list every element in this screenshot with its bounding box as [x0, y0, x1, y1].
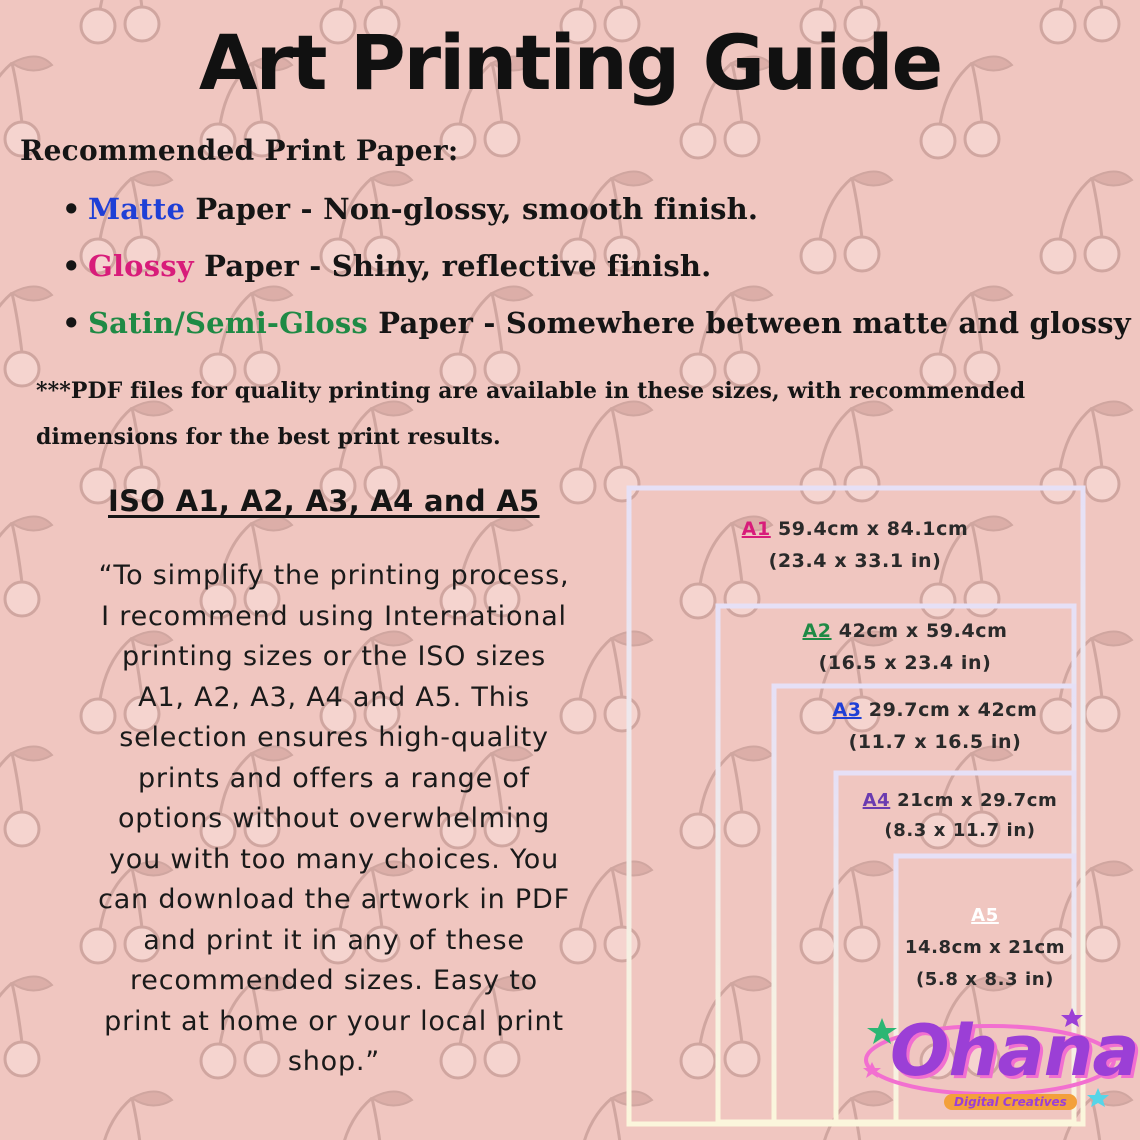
- iso-quote: “To simplify the printing process, I recommend using International printing sizes or the ISO sizes A1, A2, A3, A4 and A5. This selection ensures high-quality prints and offers a range of options without overwhelming you with too many choices. You can download the artwork in PDF and print it in any of these recommended sizes. Easy to print at home or your local print shop.”: [98, 560, 570, 1077]
- size-cm: 14.8cm x 21cm: [904, 937, 1066, 958]
- pdf-note: ***PDF files for quality printing are available in these sizes, with recommended dimensions for the best print results.: [36, 378, 1026, 450]
- paper-heading: Recommended Print Paper:: [20, 134, 459, 167]
- size-code: A3: [832, 699, 862, 721]
- paper-name: Glossy: [88, 249, 194, 283]
- paper-item-glossy: [62, 245, 1131, 302]
- size-inch: (23.4 x 33.1 in): [768, 550, 942, 572]
- size-code: A4: [862, 790, 891, 811]
- size-label-a5: [898, 900, 1072, 996]
- bullet-icon: •: [62, 306, 81, 340]
- logo-wordmark: Ohana: [890, 1010, 1139, 1092]
- paper-description: Paper - Shiny, reflective finish.: [193, 249, 712, 283]
- size-cm: 21cm x 29.7cm: [897, 790, 1058, 811]
- size-label-a1: [700, 513, 1010, 577]
- paper-description: Paper - Somewhere between matte and glossy: [367, 306, 1131, 340]
- logo-tagline: Digital Creatives: [944, 1094, 1077, 1110]
- size-inch: (5.8 x 8.3 in): [915, 969, 1055, 990]
- size-label-a3: [800, 694, 1070, 758]
- iso-heading: ISO A1, A2, A3, A4 and A5: [108, 484, 540, 518]
- size-code: A5: [971, 905, 999, 926]
- size-label-a2: [760, 615, 1050, 679]
- size-cm: 42cm x 59.4cm: [838, 620, 1008, 642]
- bullet-icon: •: [62, 249, 81, 283]
- paper-name: Satin/Semi-Gloss: [88, 306, 368, 340]
- size-label-a4: [850, 786, 1070, 846]
- size-inch: (11.7 x 16.5 in): [848, 731, 1022, 753]
- page-title: Art Printing Guide: [198, 18, 942, 107]
- bullet-icon: •: [62, 192, 81, 226]
- paper-name: Matte: [88, 192, 186, 226]
- paper-list: [62, 188, 1131, 359]
- size-code: A1: [741, 518, 771, 540]
- size-code: A2: [802, 620, 832, 642]
- size-cm: 29.7cm x 42cm: [868, 699, 1038, 721]
- size-inch: (8.3 x 11.7 in): [884, 820, 1036, 841]
- size-cm: 59.4cm x 84.1cm: [777, 518, 969, 540]
- ohana-logo: [862, 1004, 1139, 1130]
- paper-item-matte: [62, 188, 1131, 245]
- paper-item-satin: [62, 302, 1131, 359]
- size-inch: (16.5 x 23.4 in): [818, 652, 992, 674]
- paper-description: Paper - Non-glossy, smooth finish.: [185, 192, 759, 226]
